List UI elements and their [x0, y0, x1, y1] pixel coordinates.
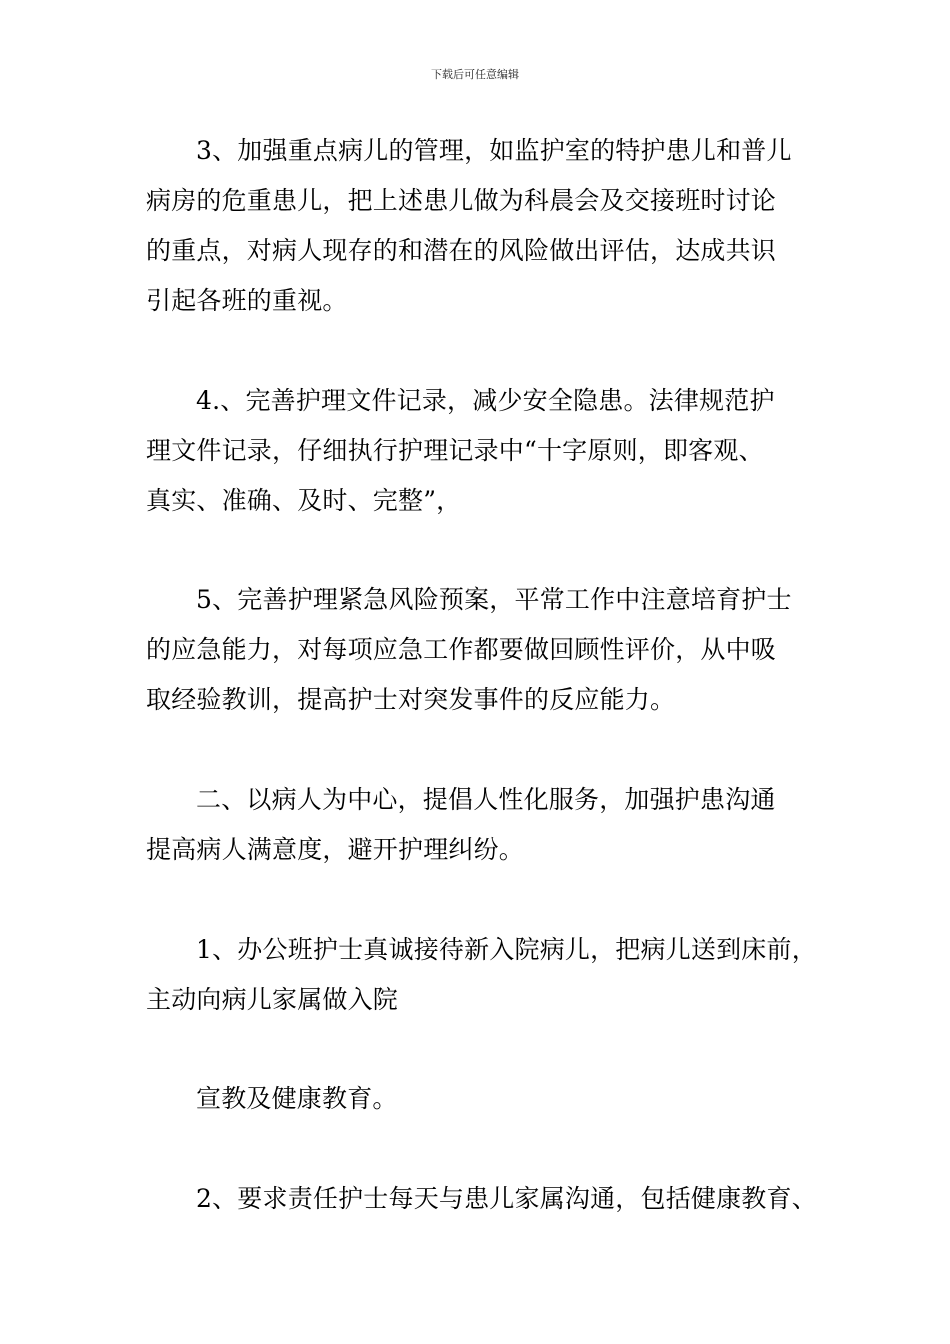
- paragraph-line: 主动向病儿家属做入院: [146, 985, 399, 1014]
- page-header: 下载后可任意编辑: [431, 68, 519, 81]
- paragraph-line: 5、完善护理紧急风险预案，平常工作中注意培育护士: [196, 585, 792, 614]
- paragraph-line: 3、加强重点病儿的管理，如监护室的特护患儿和普儿: [196, 136, 792, 165]
- paragraph-line: 的重点，对病人现存的和潜在的风险做出评估，达成共识: [146, 236, 777, 265]
- paragraph-line: 理文件记录，仔细执行护理记录中“十字原则，即客观、: [146, 436, 764, 465]
- paragraph-line: 宣教及健康教育。: [196, 1084, 398, 1113]
- paragraph-line: 取经验教训，提高护士对突发事件的反应能力。: [146, 685, 676, 714]
- paragraph-line: 真实、准确、及时、完整”，: [146, 486, 462, 515]
- paragraph-line: 4.、完善护理文件记录，减少安全隐患。法律规范护: [196, 386, 775, 415]
- paragraph-line: 提高病人满意度，避开护理纠纷。: [146, 835, 525, 864]
- paragraph-line: 1、办公班护士真诚接待新入院病儿，把病儿送到床前，: [196, 935, 817, 964]
- paragraph-line: 二、以病人为中心，提倡人性化服务，加强护患沟通: [196, 785, 776, 814]
- paragraph-line: 引起各班的重视。: [146, 286, 348, 315]
- paragraph-line: 病房的危重患儿，把上述患儿做为科晨会及交接班时讨论: [146, 186, 777, 215]
- paragraph-line: 2、要求责任护士每天与患儿家属沟通，包括健康教育、: [196, 1184, 817, 1213]
- paragraph-line: 的应急能力，对每项应急工作都要做回顾性评价，从中吸: [146, 635, 777, 664]
